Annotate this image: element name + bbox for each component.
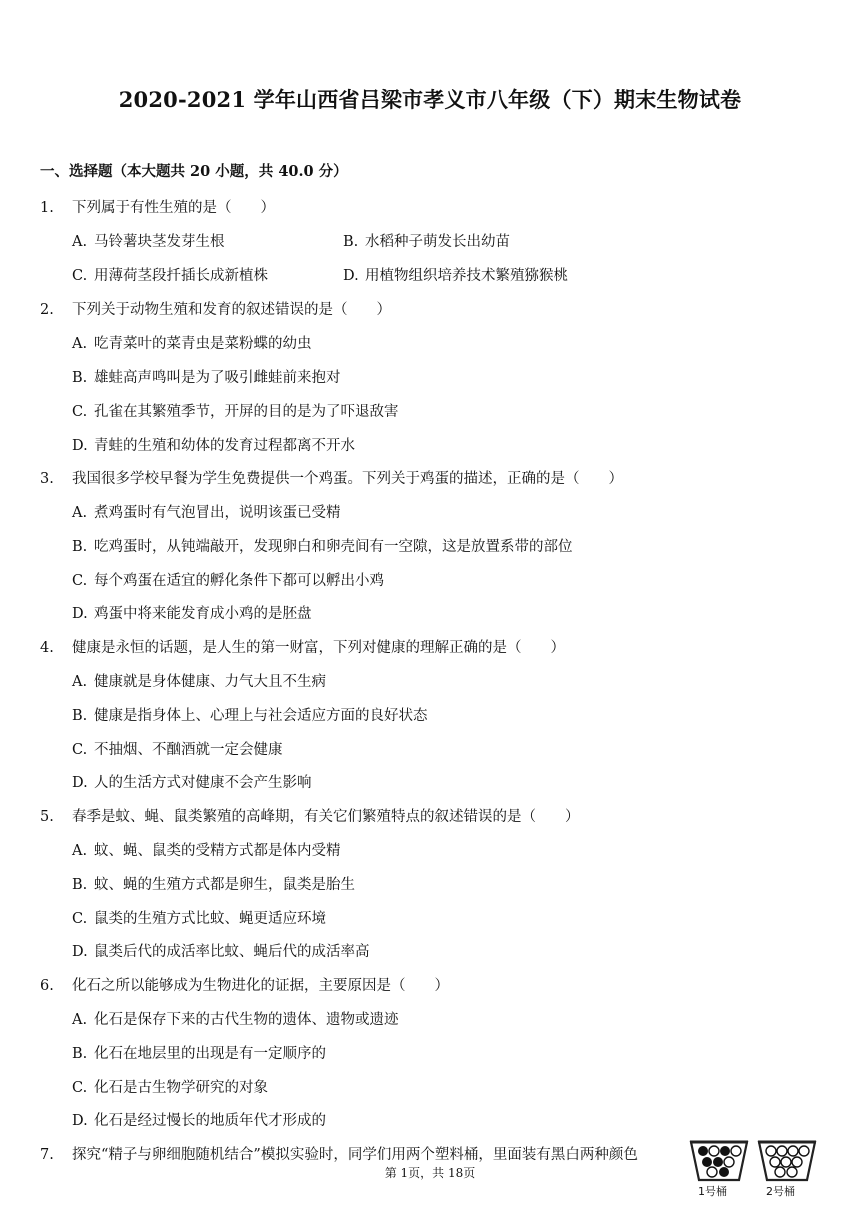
question-text: 下列属于有性生殖的是（ ） xyxy=(72,200,275,216)
option-letter: A. xyxy=(72,505,88,521)
option-a xyxy=(72,230,225,251)
option-letter: B. xyxy=(72,539,88,555)
section-heading: 一、选择题（本大题共 20 小题，共 40.0 分） xyxy=(40,163,348,180)
page-title: 2020-2021 学年山西省吕梁市孝义市八年级（下）期末生物试卷 xyxy=(118,87,742,112)
option-c xyxy=(72,1076,268,1097)
option-c xyxy=(72,738,283,759)
option-c xyxy=(72,569,384,590)
question-text: 健康是永恒的话题，是人生的第一财富，下列对健康的理解正确的是（ ） xyxy=(72,640,565,656)
option-text: 蚊、蝇、鼠类的受精方式都是体内受精 xyxy=(94,843,341,859)
question-5 xyxy=(40,805,580,826)
option-letter: B. xyxy=(343,234,359,250)
option-text: 吃鸡蛋时，从钝端敲开，发现卵白和卵壳间有一空隙，这是放置系带的部位 xyxy=(94,539,573,555)
question-2 xyxy=(40,298,391,319)
option-a xyxy=(72,501,341,522)
question-3 xyxy=(40,467,623,488)
option-letter: D. xyxy=(72,1113,88,1129)
question-number: 2. xyxy=(40,302,54,318)
option-letter: D. xyxy=(72,438,88,454)
question-text: 春季是蚊、蝇、鼠类繁殖的高峰期，有关它们繁殖特点的叙述错误的是（ ） xyxy=(72,809,580,825)
option-b xyxy=(72,704,428,725)
option-a xyxy=(72,332,312,353)
option-letter: C. xyxy=(72,268,88,284)
option-text: 鸡蛋中将来能发育成小鸡的是胚盘 xyxy=(94,606,312,622)
option-b xyxy=(343,230,510,251)
option-d xyxy=(72,940,370,961)
option-text: 健康就是身体健康、力气大且不生病 xyxy=(94,674,326,690)
option-text: 鼠类的生殖方式比蚊、蝇更适应环境 xyxy=(94,911,326,927)
option-letter: D. xyxy=(72,944,88,960)
option-a xyxy=(72,670,326,691)
option-letter: C. xyxy=(72,573,88,589)
option-text: 鼠类后代的成活率比蚊、蝇后代的成活率高 xyxy=(94,944,370,960)
option-text: 人的生活方式对健康不会产生影响 xyxy=(94,775,312,791)
option-d xyxy=(72,434,355,455)
option-letter: A. xyxy=(72,674,88,690)
option-text: 化石在地层里的出现是有一定顺序的 xyxy=(94,1046,326,1062)
option-letter: D. xyxy=(72,775,88,791)
option-d xyxy=(72,602,312,623)
option-letter: D. xyxy=(72,606,88,622)
question-4 xyxy=(40,636,565,657)
question-7 xyxy=(40,1143,638,1164)
option-text: 孔雀在其繁殖季节，开屏的目的是为了吓退敌害 xyxy=(94,404,399,420)
question-number: 6. xyxy=(40,978,54,994)
question-6 xyxy=(40,974,449,995)
option-c xyxy=(72,907,326,928)
option-c xyxy=(72,264,268,285)
option-text: 吃青菜叶的菜青虫是菜粉蝶的幼虫 xyxy=(94,336,312,352)
question-number: 7. xyxy=(40,1147,54,1163)
option-letter: B. xyxy=(72,370,88,386)
option-text: 雄蛙高声鸣叫是为了吸引雌蛙前来抱对 xyxy=(94,370,341,386)
option-letter: B. xyxy=(72,1046,88,1062)
option-text: 健康是指身体上、心理上与社会适应方面的良好状态 xyxy=(94,708,428,724)
question-1 xyxy=(40,196,275,217)
question-text: 化石之所以能够成为生物进化的证据，主要原因是（ ） xyxy=(72,978,449,994)
option-c xyxy=(72,400,399,421)
question-text: 我国很多学校早餐为学生免费提供一个鸡蛋。下列关于鸡蛋的描述，正确的是（ ） xyxy=(72,471,623,487)
option-text: 水稻种子萌发长出幼苗 xyxy=(365,234,510,250)
question-text: 下列关于动物生殖和发育的叙述错误的是（ ） xyxy=(72,302,391,318)
option-letter: B. xyxy=(72,708,88,724)
option-a xyxy=(72,839,341,860)
option-letter: C. xyxy=(72,404,88,420)
option-text: 蚊、蝇的生殖方式都是卵生，鼠类是胎生 xyxy=(94,877,355,893)
option-d xyxy=(72,1109,326,1130)
option-d xyxy=(343,264,568,285)
question-number: 1. xyxy=(40,200,54,216)
question-text: 探究“精子与卵细胞随机结合”模拟实验时，同学们用两个塑料桶，里面装有黑白两种颜色 xyxy=(72,1147,638,1163)
option-text: 用薄荷茎段扦插长成新植株 xyxy=(94,268,268,284)
question-number: 4. xyxy=(40,640,54,656)
option-letter: A. xyxy=(72,843,88,859)
option-text: 马铃薯块茎发芽生根 xyxy=(94,234,225,250)
option-a xyxy=(72,1008,399,1029)
option-letter: A. xyxy=(72,336,88,352)
question-number: 3. xyxy=(40,471,54,487)
option-letter: D. xyxy=(343,268,359,284)
option-letter: A. xyxy=(72,234,88,250)
option-text: 煮鸡蛋时有气泡冒出，说明该蛋已受精 xyxy=(94,505,341,521)
option-letter: C. xyxy=(72,742,88,758)
question-number: 5. xyxy=(40,809,54,825)
option-text: 化石是古生物学研究的对象 xyxy=(94,1080,268,1096)
option-text: 化石是经过慢长的地质年代才形成的 xyxy=(94,1113,326,1129)
option-b xyxy=(72,1042,326,1063)
option-text: 用植物组织培养技术繁殖猕猴桃 xyxy=(365,268,568,284)
option-letter: A. xyxy=(72,1012,88,1028)
option-text: 青蛙的生殖和幼体的发育过程都离不开水 xyxy=(94,438,355,454)
page-footer: 第 1页，共 18页 xyxy=(384,1166,476,1180)
option-b xyxy=(72,535,573,556)
option-b xyxy=(72,873,355,894)
option-b xyxy=(72,366,341,387)
option-letter: B. xyxy=(72,877,88,893)
option-letter: C. xyxy=(72,911,88,927)
option-text: 不抽烟、不酗酒就一定会健康 xyxy=(94,742,283,758)
bucket-2-label: 2号桶 xyxy=(766,1185,795,1198)
option-text: 化石是保存下来的古代生物的遗体、遗物或遗迹 xyxy=(94,1012,399,1028)
option-d xyxy=(72,771,312,792)
bucket-1-label: 1号桶 xyxy=(698,1185,727,1198)
option-letter: C. xyxy=(72,1080,88,1096)
option-text: 每个鸡蛋在适宜的孵化条件下都可以孵出小鸡 xyxy=(94,573,384,589)
